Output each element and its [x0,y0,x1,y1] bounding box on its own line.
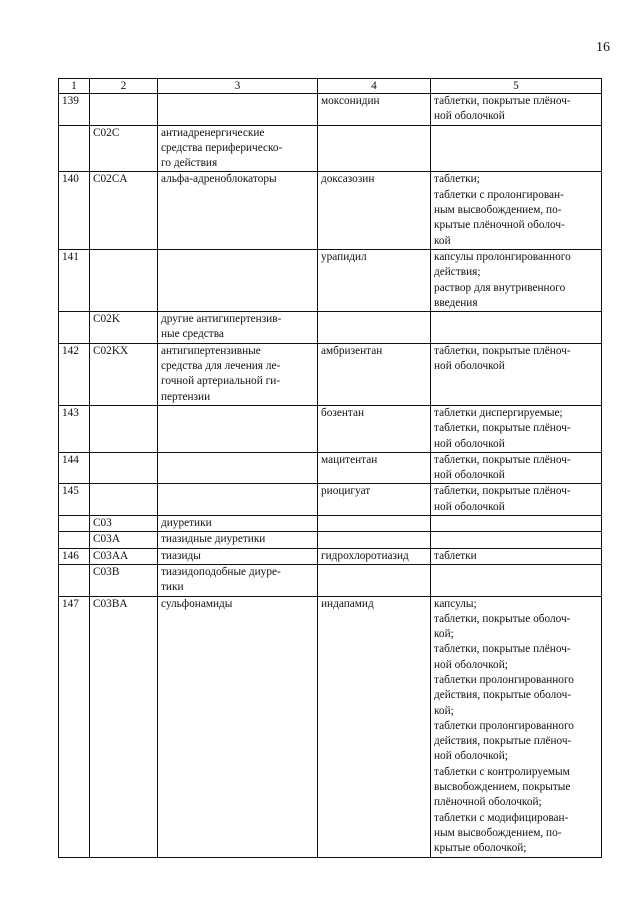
active-substance-cell: урапидил [318,249,431,311]
dosage-form-cell [431,596,602,857]
table-row [59,312,602,344]
table-row [59,249,602,311]
dosage-form-cell-line: таблетки пролонгированного [434,719,574,732]
atc-code-cell: C02K [90,312,158,344]
dosage-form-cell-line: капсулы; [434,597,477,610]
dosage-form-cell-line: таблетки, покрытые плёноч- [434,643,571,656]
dosage-form-cell-line: таблетки, покрытые плёноч- [434,485,571,498]
anatomical-therapeutic-group-cell [158,172,318,249]
table-header-row [59,79,602,94]
table-row [59,343,602,405]
header-cell-1: 1 [59,79,90,94]
atc-code-cell: C03A [90,532,158,548]
row-number-cell [59,564,90,596]
atc-code-cell [90,249,158,311]
dosage-form-cell-line: капсулы пролонгированного [434,250,571,263]
drug-list-table [58,78,602,858]
anatomical-therapeutic-group-cell [158,343,318,405]
dosage-form-cell [431,125,602,172]
header-cell-4: 4 [318,79,431,94]
table-body [59,79,602,858]
active-substance-cell: бозентан [318,405,431,452]
active-substance-cell: риоцигуат [318,484,431,516]
dosage-form-cell [431,94,602,126]
dosage-form-cell-line: действия, покрытые плёноч- [434,735,572,748]
active-substance-cell [318,125,431,172]
dosage-form-cell [431,343,602,405]
anatomical-therapeutic-group-cell [158,94,318,126]
header-cell-2: 2 [90,79,158,94]
row-number-cell [59,312,90,344]
anatomical-therapeutic-group-cell-line: средства для лечения ле- [161,360,281,373]
row-number-cell [59,532,90,548]
dosage-form-cell-line: таблетки, покрытые плёноч- [434,344,571,357]
atc-code-cell [90,484,158,516]
anatomical-therapeutic-group-cell-line: пертензии [161,390,211,403]
dosage-form-cell-line: ной оболочкой [434,500,505,513]
dosage-form-cell-line: таблетки, покрытые плёноч- [434,95,571,107]
anatomical-therapeutic-group-cell [158,516,318,532]
anatomical-therapeutic-group-cell-line: тиазиды [161,549,201,562]
atc-code-cell [90,452,158,484]
dosage-form-cell-line: высвобождением, покрытые [434,781,571,794]
atc-code-cell: C02KX [90,343,158,405]
page-number: 16 [596,40,610,55]
dosage-form-cell-line: ной оболочкой; [434,658,508,671]
row-number-cell: 147 [59,596,90,857]
dosage-form-cell-line: таблетки, покрытые плёноч- [434,453,571,466]
dosage-form-cell [431,249,602,311]
active-substance-cell: гидрохлоротиазид [318,548,431,564]
anatomical-therapeutic-group-cell [158,405,318,452]
dosage-form-cell [431,312,602,344]
active-substance-cell [318,564,431,596]
dosage-form-cell-line: ной оболочкой [434,110,505,123]
row-number-cell: 141 [59,249,90,311]
anatomical-therapeutic-group-cell-line: сульфонамиды [161,597,233,610]
anatomical-therapeutic-group-cell [158,548,318,564]
row-number-cell: 139 [59,94,90,126]
table-row [59,532,602,548]
dosage-form-cell [431,548,602,564]
anatomical-therapeutic-group-cell-line: тики [161,581,184,594]
row-number-cell: 140 [59,172,90,249]
anatomical-therapeutic-group-cell [158,596,318,857]
anatomical-therapeutic-group-cell-line: альфа-адреноблокаторы [161,173,277,186]
dosage-form-cell-line: действия; [434,266,481,279]
atc-code-cell: C03BA [90,596,158,857]
active-substance-cell: доксазозин [318,172,431,249]
table-row [59,564,602,596]
active-substance-cell: моксонидин [318,94,431,126]
dosage-form-cell-line: ной оболочкой [434,360,505,373]
anatomical-therapeutic-group-cell-line: го действия [161,157,218,170]
row-number-cell [59,516,90,532]
active-substance-cell [318,532,431,548]
header-cell-5: 5 [431,79,602,94]
dosage-form-cell-line: ной оболочкой [434,437,505,450]
dosage-form-cell-line: таблетки с модифицирован- [434,811,569,824]
dosage-form-cell [431,516,602,532]
active-substance-cell: мацитентан [318,452,431,484]
dosage-form-cell-line: ным высвобождением, по- [434,204,562,217]
dosage-form-cell [431,532,602,548]
dosage-form-cell-line: крытые плёночной оболоч- [434,219,565,232]
active-substance-cell [318,516,431,532]
atc-code-cell: C02CA [90,172,158,249]
anatomical-therapeutic-group-cell [158,564,318,596]
anatomical-therapeutic-group-cell [158,532,318,548]
dosage-form-cell-line: кой [434,234,451,247]
dosage-form-cell-line: таблетки с пролонгирован- [434,188,564,201]
anatomical-therapeutic-group-cell-line: средства периферическо- [161,141,283,154]
dosage-form-cell-line: введения [434,296,478,309]
dosage-form-cell-line: таблетки, покрытые оболоч- [434,612,571,625]
dosage-form-cell [431,484,602,516]
table-row [59,452,602,484]
dosage-form-cell-line: кой; [434,628,454,641]
atc-code-cell: C02C [90,125,158,172]
row-number-cell: 143 [59,405,90,452]
table-row [59,405,602,452]
table-row [59,484,602,516]
dosage-form-cell-line: плёночной оболочкой; [434,796,542,809]
dosage-form-cell-line: крытые оболочкой; [434,842,527,855]
row-number-cell: 144 [59,452,90,484]
table-row [59,548,602,564]
row-number-cell: 142 [59,343,90,405]
atc-code-cell: C03AA [90,548,158,564]
row-number-cell [59,125,90,172]
active-substance-cell: амбризентан [318,343,431,405]
dosage-form-cell-line: таблетки, покрытые плёноч- [434,422,571,435]
dosage-form-cell [431,172,602,249]
dosage-form-cell [431,452,602,484]
dosage-form-cell-line: таблетки диспергируемые; [434,406,563,419]
dosage-form-cell-line: ной оболочкой; [434,750,508,763]
atc-code-cell [90,94,158,126]
dosage-form-cell-line: раствор для внутривенного [434,281,566,294]
active-substance-cell [318,312,431,344]
table-row [59,94,602,126]
anatomical-therapeutic-group-cell-line: другие антигипертензив- [161,313,282,326]
dosage-form-cell-line: действия, покрытые оболоч- [434,689,572,702]
atc-code-cell [90,405,158,452]
header-cell-3: 3 [158,79,318,94]
anatomical-therapeutic-group-cell [158,484,318,516]
table-row [59,172,602,249]
anatomical-therapeutic-group-cell [158,452,318,484]
row-number-cell: 145 [59,484,90,516]
dosage-form-cell-line: ной оболочкой [434,469,505,482]
anatomical-therapeutic-group-cell-line: ные средства [161,328,224,341]
anatomical-therapeutic-group-cell-line: гочной артериальной ги- [161,375,281,388]
anatomical-therapeutic-group-cell-line: тиазидные диуретики [161,533,266,546]
table-row [59,596,602,857]
dosage-form-cell-line: ным высвобождением, по- [434,826,562,839]
anatomical-therapeutic-group-cell [158,312,318,344]
anatomical-therapeutic-group-cell-line: антигипертензивные [161,344,261,357]
dosage-form-cell-line: кой; [434,704,454,717]
anatomical-therapeutic-group-cell-line: антиадренергические [161,126,265,139]
dosage-form-cell-line: таблетки пролонгированного [434,673,574,686]
table-row [59,516,602,532]
table-row [59,125,602,172]
row-number-cell: 146 [59,548,90,564]
anatomical-therapeutic-group-cell-line: диуретики [161,517,212,530]
anatomical-therapeutic-group-cell [158,125,318,172]
dosage-form-cell [431,405,602,452]
atc-code-cell: C03 [90,516,158,532]
dosage-form-cell-line: таблетки [434,549,477,562]
anatomical-therapeutic-group-cell-line: тиазидоподобные диуре- [161,565,281,578]
active-substance-cell: индапамид [318,596,431,857]
anatomical-therapeutic-group-cell [158,249,318,311]
atc-code-cell: C03B [90,564,158,596]
dosage-form-cell-line: таблетки с контролируемым [434,765,570,778]
dosage-form-cell-line: таблетки; [434,173,480,186]
dosage-form-cell [431,564,602,596]
